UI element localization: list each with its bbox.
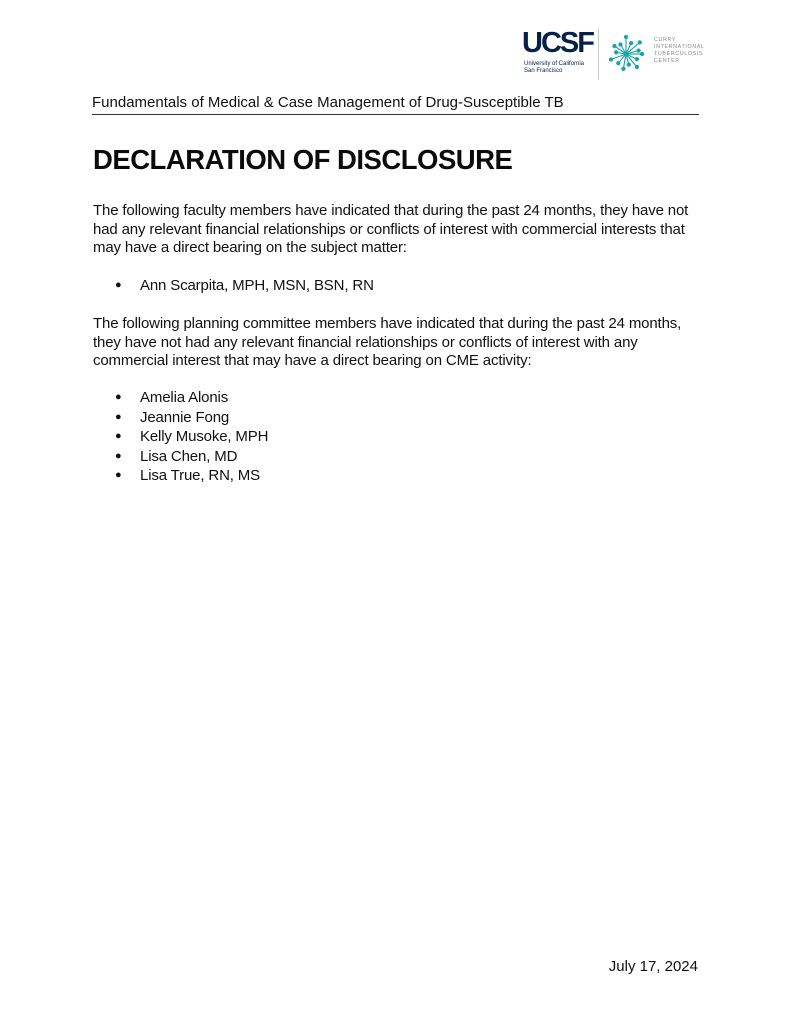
burst-dot [615,51,618,54]
burst-dot [630,42,633,45]
committee-member-name: Lisa True, RN, MS [140,467,260,485]
burst-dot [613,44,616,47]
curry-line: INTERNATIONAL [654,44,705,50]
curry-burst-icon [606,30,652,76]
ucsf-subtitle: University of California San Francisco [524,61,585,74]
curry-line: CURRY [654,37,677,43]
list-item [115,447,268,467]
logo-divider [598,28,599,80]
document-title: DECLARATION OF DISCLOSURE [93,144,513,175]
bullet-icon: ● [115,391,122,403]
committee-member-name: Lisa Chen, MD [140,447,238,465]
list-item [115,427,268,447]
course-title: Fundamentals of Medical & Case Management of Drug-Susceptible TB [92,94,564,111]
faculty-name: Ann Scarpita, MPH, MSN, BSN, RN [140,277,374,294]
burst-dot [635,65,638,68]
curry-center-name [654,37,705,65]
burst-dot [609,58,612,61]
burst-dot [627,63,630,66]
curry-line: CENTER [654,58,680,64]
burst-dot [635,58,638,61]
ucsf-logo [522,28,594,80]
bullet-icon: ● [115,449,122,462]
bullet-icon: ● [115,469,122,482]
burst-dot [624,35,627,38]
faculty-paragraph: The following faculty members have indicated that during the past 24 months, they have not had any relevant financial relationships or conflicts of interest with commercial interests that may have a direct bearing on the subject matter: [93,202,689,257]
bullet-icon: ● [115,279,122,291]
committee-member-name: Jeannie Fong [140,408,230,426]
burst-dot [617,62,620,65]
faculty-list [115,276,374,296]
list-item [115,408,268,428]
bullet-icon: ● [115,430,122,443]
burst-dot [619,43,622,46]
bullet-icon: ● [115,410,122,423]
burst-dot [638,41,641,44]
burst-dot [622,67,625,70]
ucsf-wordmark: UCSF [522,27,593,59]
header-logos [522,28,712,84]
list-item [115,388,268,408]
curry-line: TUBERCULOSIS [654,51,704,57]
document-date: July 17, 2024 [608,958,698,975]
committee-paragraph: The following planning committee members have indicated that during the past 24 months, they have not had any relevant financial relationships or conflicts of interest with any commercial interest that may have a direct bearing on CME activity: [93,315,682,370]
curry-center-logo [606,30,712,82]
committee-member-name: Kelly Musoke, MPH [140,428,269,446]
committee-member-name: Amelia Alonis [140,389,229,406]
committee-list [115,388,268,486]
burst-dot [637,49,640,52]
burst-dot [640,52,643,55]
running-header [92,94,699,115]
list-item [115,276,374,296]
list-item [115,466,268,486]
